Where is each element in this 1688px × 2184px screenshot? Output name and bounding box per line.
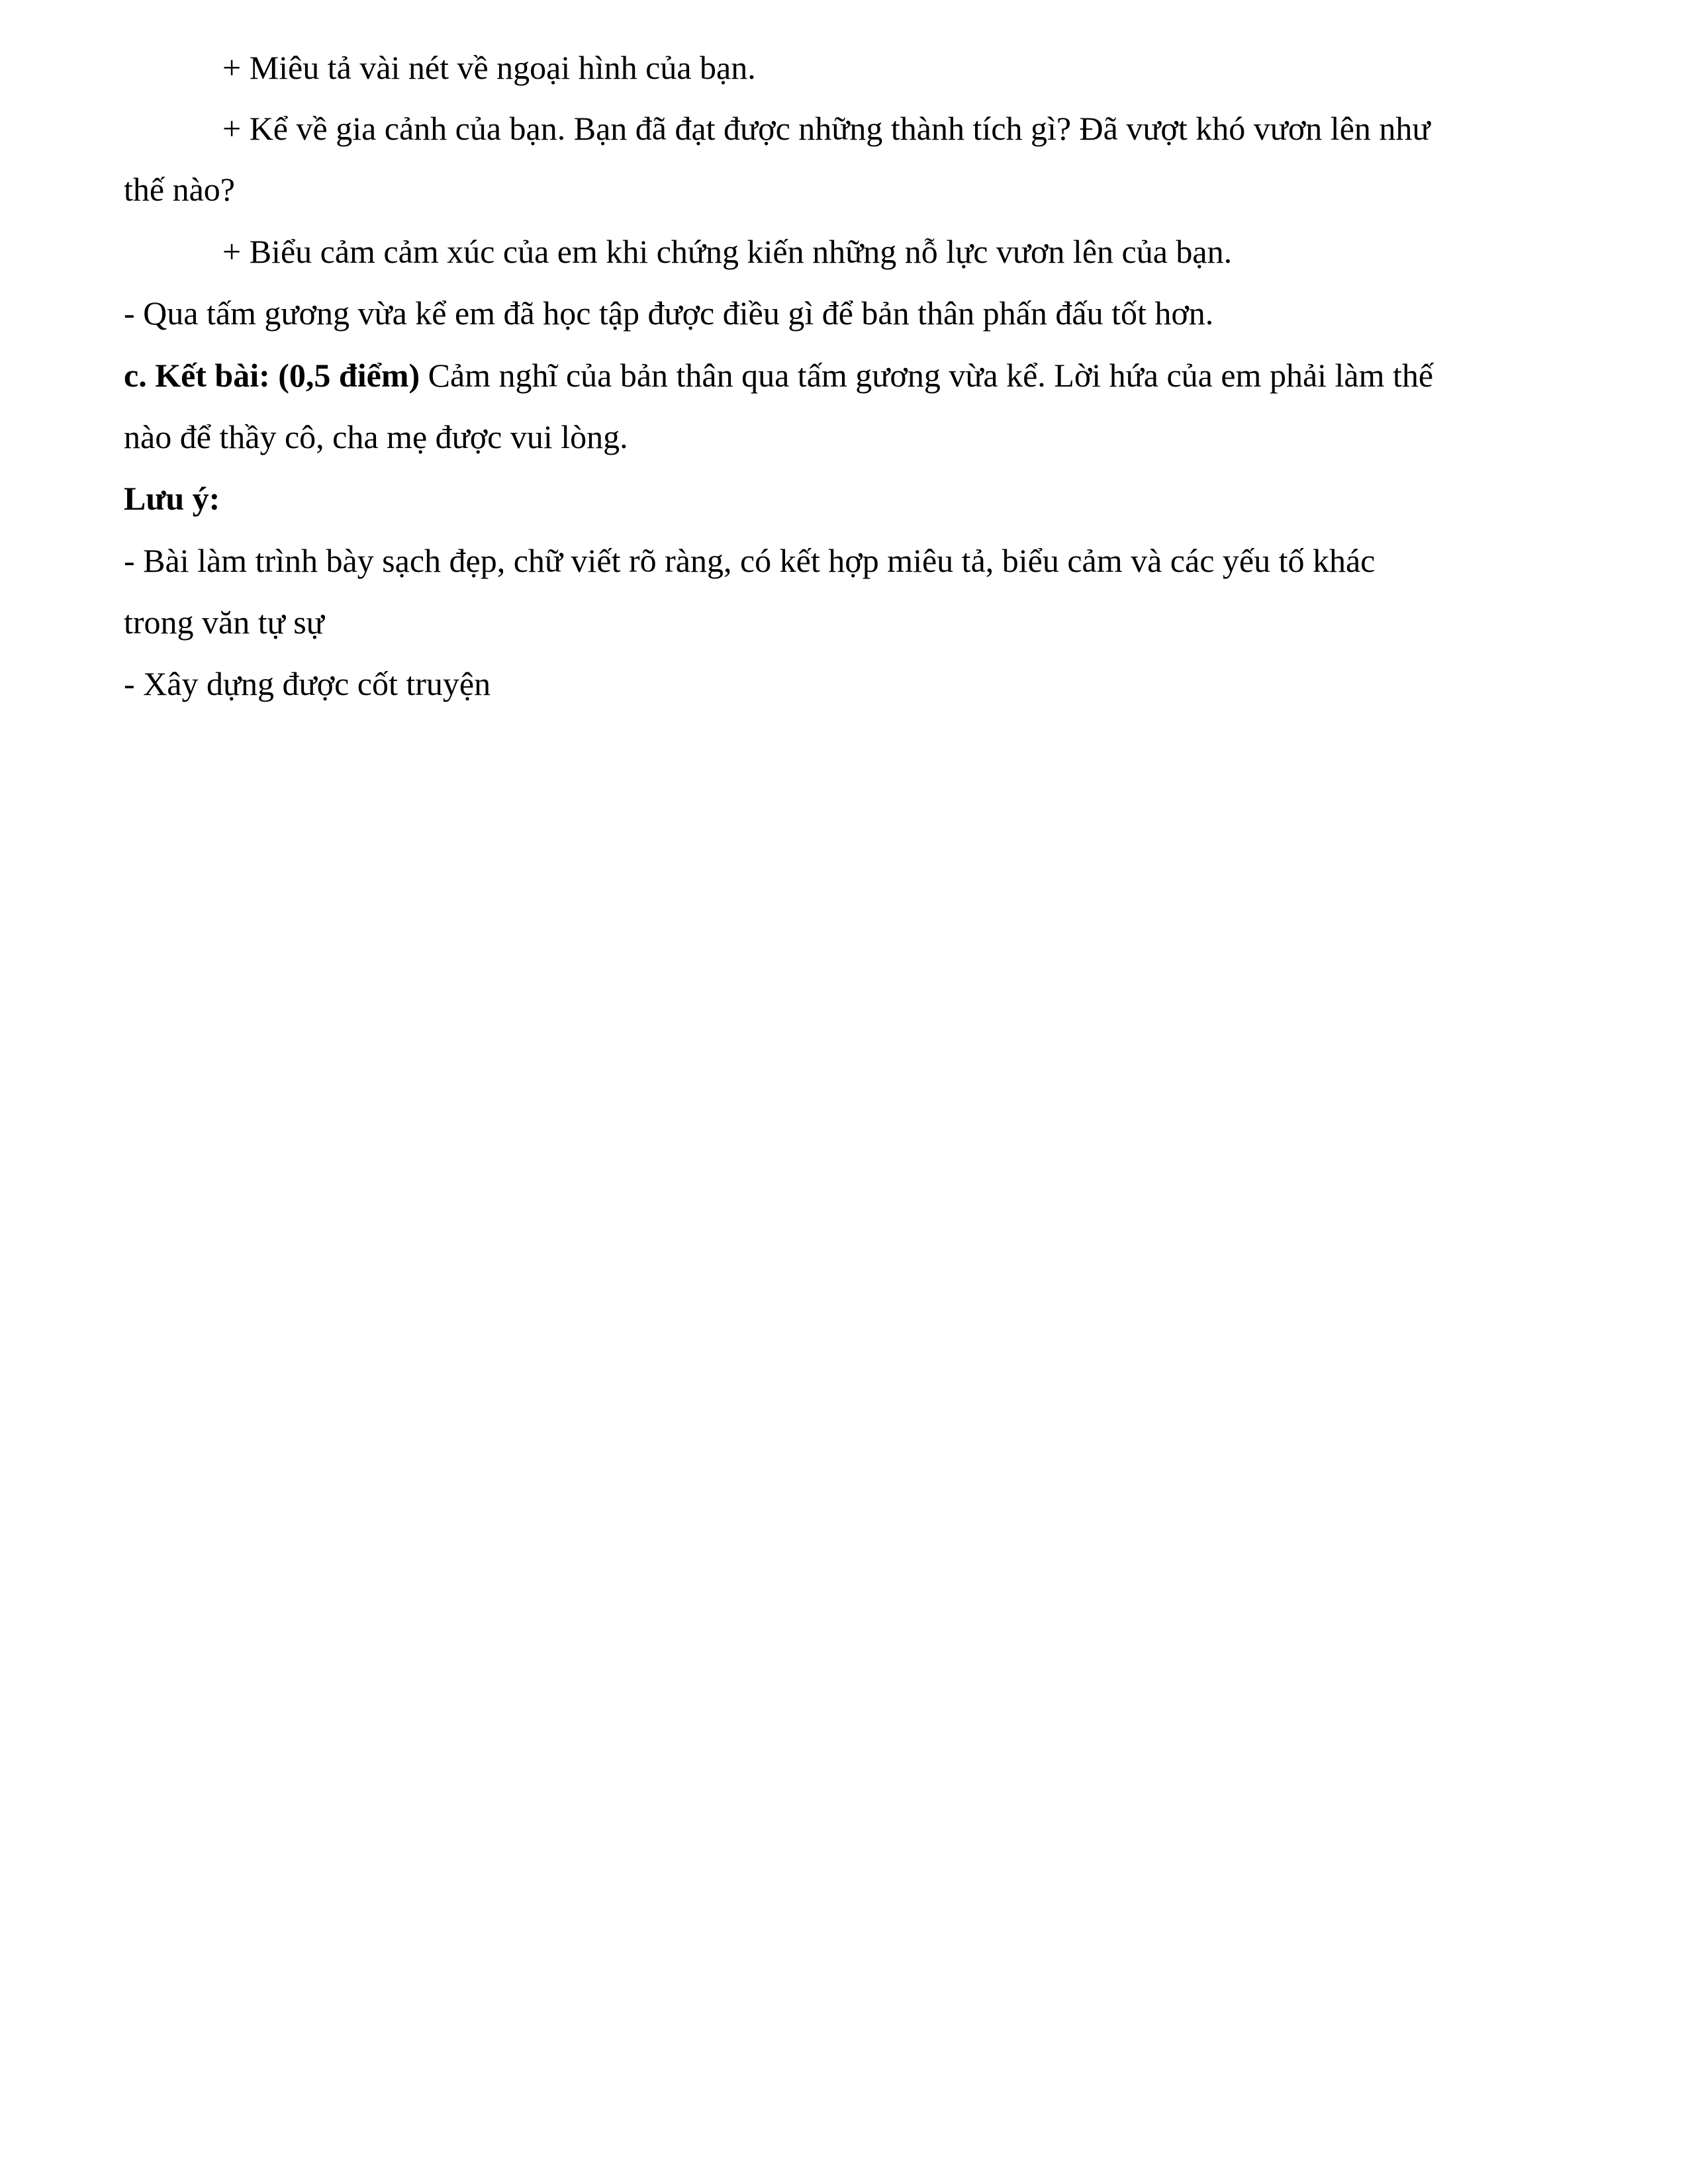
outline-bullet-family-line-2: thế nào? xyxy=(124,171,235,208)
outline-dash-lesson: - Qua tấm gương vừa kể em đã học tập được điều gì để bản thân phấn đấu tốt hơn. xyxy=(124,295,1214,332)
conclusion-paragraph-line-1 xyxy=(124,355,1433,395)
note-item-presentation-line-1: - Bài làm trình bày sạch đẹp, chữ viết rõ ràng, có kết hợp miêu tả, biểu cảm và các yếu tố khác xyxy=(124,542,1376,579)
outline-bullet-appearance: + Miêu tả vài nét về ngoại hình của bạn. xyxy=(222,49,756,86)
conclusion-paragraph-line-2: nào để thầy cô, cha mẹ được vui lòng. xyxy=(124,418,628,455)
note-item-plot: - Xây dựng được cốt truyện xyxy=(124,665,491,702)
note-item-presentation-line-2: trong văn tự sự xyxy=(124,604,324,641)
outline-bullet-family-line-1: + Kể về gia cảnh của bạn. Bạn đã đạt được những thành tích gì? Đã vượt khó vươn lên như xyxy=(222,110,1430,147)
conclusion-label: c. Kết bài: (0,5 điểm) xyxy=(124,357,420,394)
note-heading: Lưu ý: xyxy=(124,480,220,517)
outline-bullet-emotion: + Biểu cảm cảm xúc của em khi chứng kiến những nỗ lực vươn lên của bạn. xyxy=(222,233,1233,270)
conclusion-text: Cảm nghĩ của bản thân qua tấm gương vừa kể. Lời hứa của em phải làm thế xyxy=(420,357,1434,394)
